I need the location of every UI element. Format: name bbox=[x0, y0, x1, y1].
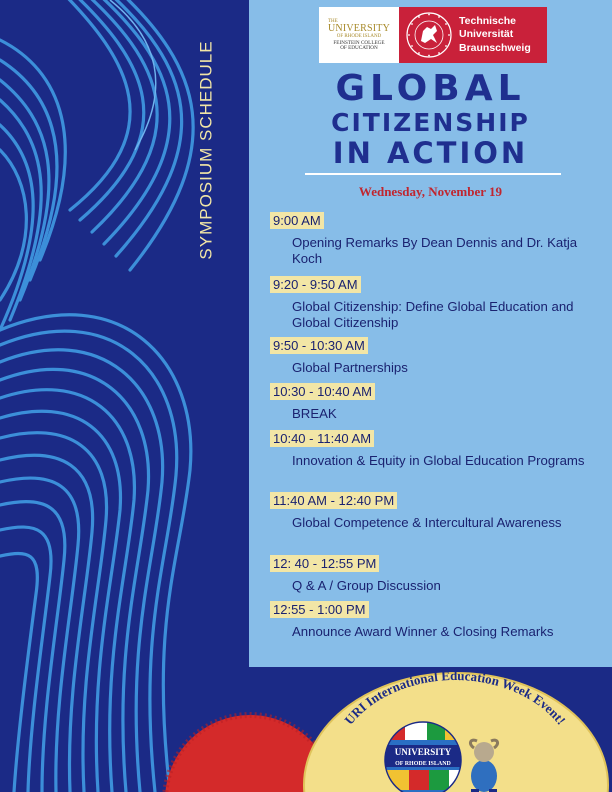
uri-logo-university: UNIVERSITY bbox=[328, 22, 390, 34]
tu-logo-line1: Technische bbox=[459, 15, 516, 28]
schedule-panel bbox=[249, 0, 612, 667]
uri-logo-college-line2: OF EDUCATION bbox=[340, 45, 378, 51]
schedule-time: 10:30 - 10:40 AM bbox=[270, 383, 375, 400]
schedule-time: 11:40 AM - 12:40 PM bbox=[270, 492, 397, 509]
schedule-event: BREAK bbox=[292, 406, 337, 421]
schedule-event: Announce Award Winner & Closing Remarks bbox=[292, 624, 554, 639]
side-title-text: SYMPOSIUM SCHEDULE bbox=[197, 40, 217, 260]
schedule-item bbox=[270, 430, 600, 469]
title-line-2: CITIZENSHIP bbox=[331, 108, 530, 137]
schedule-item bbox=[270, 212, 600, 267]
uri-logo-of-rhode-island: OF RHODE ISLAND bbox=[336, 33, 382, 39]
title-line-3: IN ACTION bbox=[332, 136, 529, 170]
globe-label-line2: OF RHODE ISLAND bbox=[395, 761, 451, 767]
schedule-time: 12: 40 - 12:55 PM bbox=[270, 555, 379, 572]
title-divider bbox=[305, 173, 561, 175]
schedule-item bbox=[270, 276, 600, 331]
uri-logo bbox=[319, 7, 399, 63]
bottom-decoration bbox=[0, 640, 612, 792]
uri-logo-college-line1: FEINSTEIN COLLEGE bbox=[333, 39, 385, 46]
schedule-item bbox=[270, 601, 600, 640]
schedule-item bbox=[270, 383, 600, 422]
schedule-time: 9:00 AM bbox=[270, 212, 324, 229]
tu-seal-icon bbox=[405, 11, 453, 59]
schedule-event: Q & A / Group Discussion bbox=[292, 578, 441, 593]
logos-row bbox=[319, 7, 547, 63]
schedule-time: 10:40 - 11:40 AM bbox=[270, 430, 374, 447]
schedule-event: Opening Remarks By Dean Dennis and Dr. Katja Koch bbox=[292, 235, 578, 266]
schedule-time: 9:20 - 9:50 AM bbox=[270, 276, 361, 293]
event-date: Wednesday, November 19 bbox=[358, 184, 503, 199]
tu-logo-line3: Braunschweig bbox=[459, 41, 531, 54]
schedule-item bbox=[270, 555, 600, 594]
tu-logo-text bbox=[459, 15, 531, 54]
schedule-event: Global Competence & Intercultural Awareness bbox=[292, 515, 562, 530]
schedule-item bbox=[270, 337, 600, 376]
schedule-event: Innovation & Equity in Global Education Programs bbox=[292, 453, 585, 468]
schedule-item bbox=[270, 492, 600, 531]
schedule-event: Global Citizenship: Define Global Education and Global Citizenship bbox=[292, 299, 574, 330]
badge-text: URI International Education Week Event! bbox=[341, 667, 569, 728]
globe-label-line1: UNIVERSITY bbox=[394, 747, 452, 757]
symposium-schedule-side-title bbox=[193, 0, 221, 300]
schedule-time: 9:50 - 10:30 AM bbox=[270, 337, 368, 354]
tu-braunschweig-logo bbox=[399, 7, 547, 63]
tu-logo-line2: Universität bbox=[459, 28, 514, 41]
title-line-1: GLOBAL bbox=[335, 68, 526, 109]
schedule-event: Global Partnerships bbox=[292, 360, 408, 375]
schedule-time: 12:55 - 1:00 PM bbox=[270, 601, 369, 618]
uri-logo-the: THE bbox=[328, 18, 338, 24]
